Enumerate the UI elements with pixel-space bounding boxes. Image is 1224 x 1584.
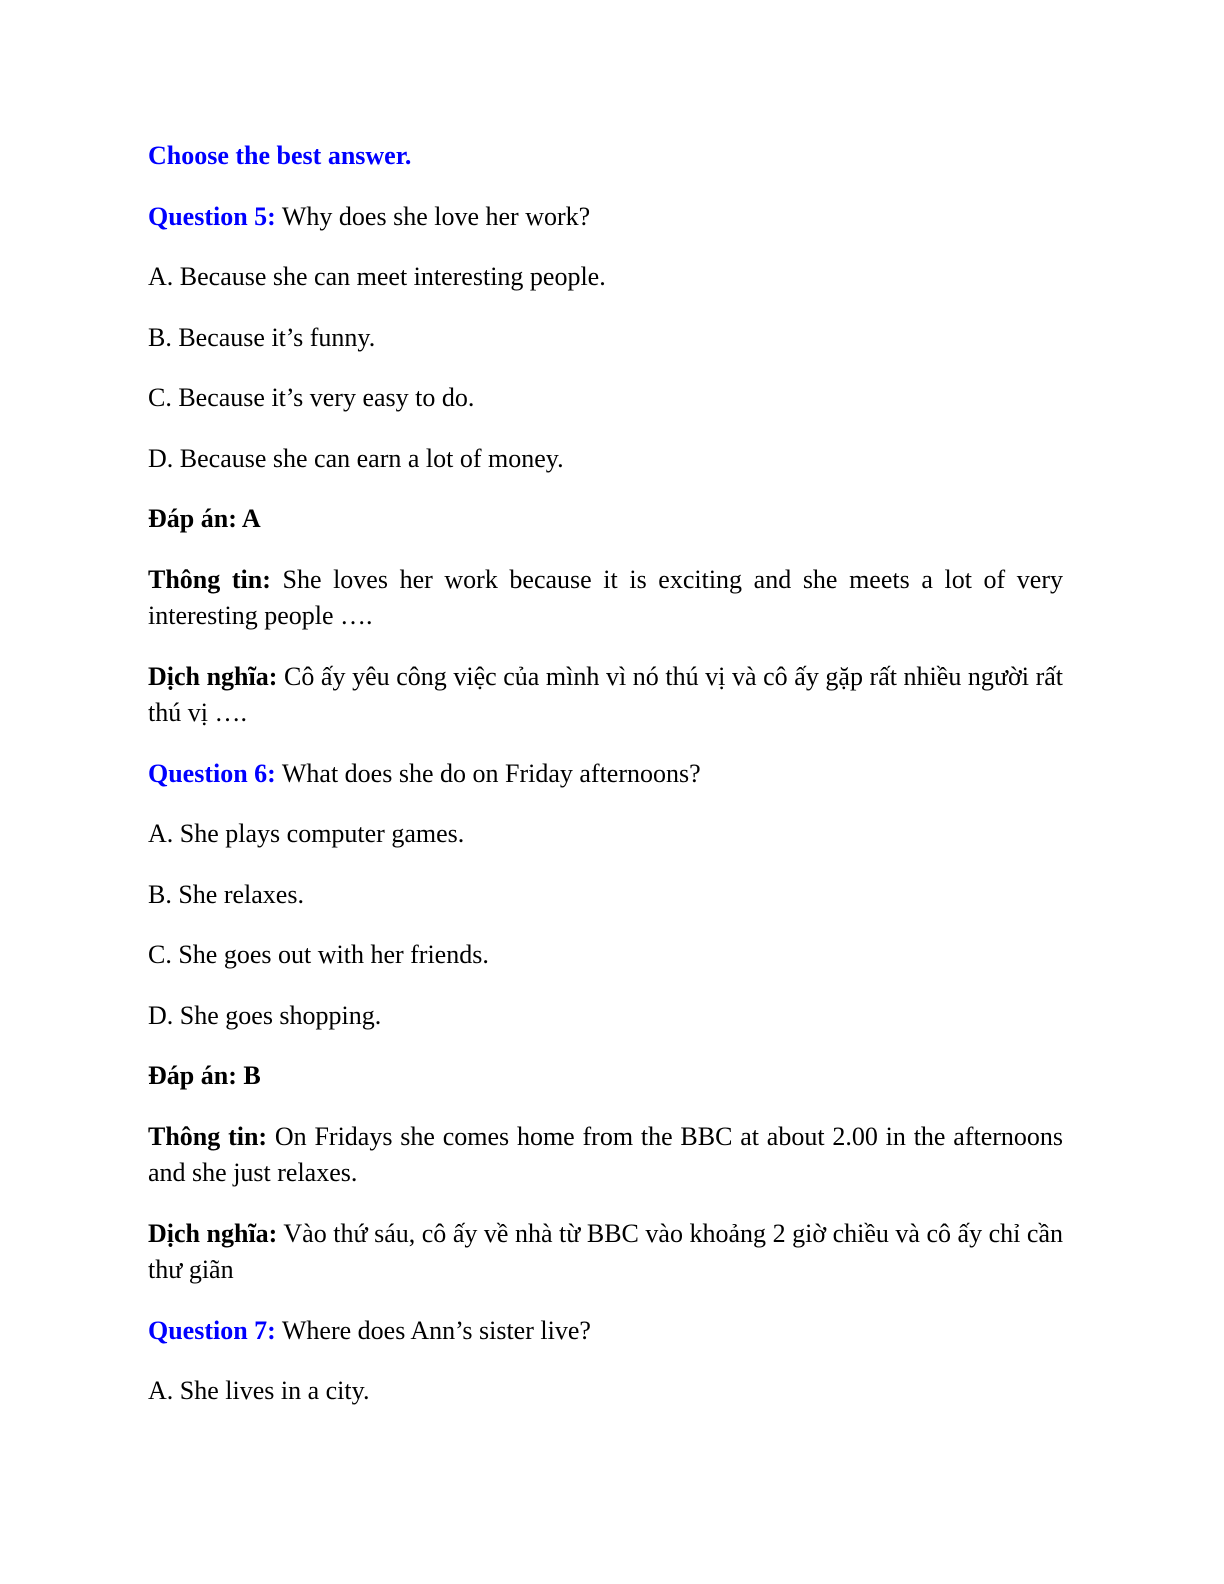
question-5-answer: Đáp án: A bbox=[148, 504, 261, 533]
question-5-text: Why does she love her work? bbox=[275, 201, 591, 231]
question-5-option-a: A. Because she can meet interesting people. bbox=[148, 262, 606, 291]
question-6-translation-text: Vào thứ sáu, cô ấy về nhà từ BBC vào khoảng 2 giờ chiều và cô ấy chỉ cần thư giãn bbox=[148, 1218, 1063, 1284]
question-6-text: What does she do on Friday afternoons? bbox=[275, 758, 701, 788]
question-6-option-d: D. She goes shopping. bbox=[148, 1000, 382, 1030]
question-6 bbox=[148, 756, 1063, 793]
question-6-label: Question 6: bbox=[148, 758, 276, 788]
question-5-translation bbox=[148, 659, 1063, 732]
document-page bbox=[148, 138, 1063, 1434]
question-5-option-c: C. Because it’s very easy to do. bbox=[148, 383, 475, 412]
question-6-option-c: C. She goes out with her friends. bbox=[148, 940, 489, 969]
question-6-info bbox=[148, 1119, 1063, 1192]
question-5-info-text: She loves her work because it is exciting and she meets a lot of very interesting people …. bbox=[148, 564, 1063, 630]
question-6-option-b: B. She relaxes. bbox=[148, 879, 304, 909]
question-7-label: Question 7: bbox=[148, 1315, 276, 1345]
question-5-translation-label: Dịch nghĩa: bbox=[148, 661, 278, 691]
question-6-answer: Đáp án: B bbox=[148, 1061, 261, 1090]
question-7-option-a: A. She lives in a city. bbox=[148, 1376, 370, 1405]
question-5 bbox=[148, 199, 1063, 236]
question-7 bbox=[148, 1313, 1063, 1350]
question-5-label: Question 5: bbox=[148, 201, 276, 231]
question-5-option-b: B. Because it’s funny. bbox=[148, 322, 376, 352]
question-5-info-label: Thông tin: bbox=[148, 564, 271, 594]
question-6-info-text: On Fridays she comes home from the BBC at about 2.00 in the afternoons and she just relaxes. bbox=[148, 1121, 1064, 1187]
instruction-heading: Choose the best answer. bbox=[148, 141, 412, 170]
question-5-option-d: D. Because she can earn a lot of money. bbox=[148, 443, 564, 473]
question-7-text: Where does Ann’s sister live? bbox=[275, 1315, 591, 1345]
question-5-info bbox=[148, 562, 1063, 635]
question-5-translation-text: Cô ấy yêu công việc của mình vì nó thú vị và cô ấy gặp rất nhiều người rất thú vị …. bbox=[148, 661, 1063, 727]
question-6-option-a: A. She plays computer games. bbox=[148, 819, 465, 848]
question-6-info-label: Thông tin: bbox=[148, 1121, 268, 1151]
question-6-translation-label: Dịch nghĩa: bbox=[148, 1218, 278, 1248]
question-6-translation bbox=[148, 1216, 1063, 1289]
